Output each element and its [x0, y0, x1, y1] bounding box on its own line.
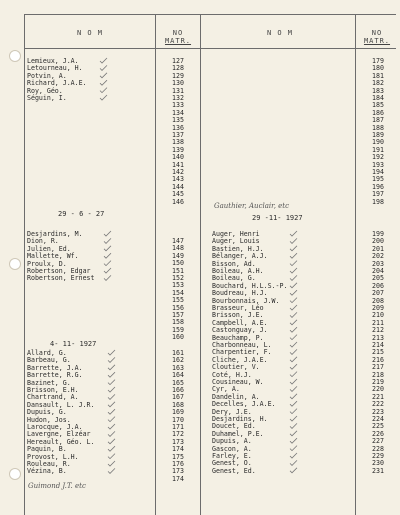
right-name-entry: Cloutier, V.	[212, 363, 260, 372]
left-matr-number: 131	[172, 86, 184, 95]
left-name-entry: Séguin, I.	[27, 94, 67, 102]
right-name-entry: Bastien, H.J.	[212, 244, 264, 253]
check-mark	[108, 365, 115, 370]
left-matr-number: 169	[172, 408, 184, 417]
check-mark	[290, 460, 297, 465]
check-mark	[290, 423, 297, 428]
check-mark	[290, 409, 297, 414]
check-mark	[290, 394, 297, 399]
handwritten-note: Guimond J.T. etc	[28, 482, 86, 490]
left-matr-number: 165	[172, 378, 184, 387]
right-name-entry: Genest, Ed.	[212, 466, 256, 475]
left-matr-number: 147	[172, 237, 184, 245]
check-mark	[290, 468, 297, 473]
right-matr-number: 191	[372, 145, 384, 154]
check-mark	[290, 364, 297, 369]
left-matr-number: 145	[172, 190, 184, 199]
left-matr-number: 137	[172, 131, 184, 139]
right-name-entry: Dery, J.E.	[212, 407, 252, 416]
left-name-entry: Hudon, Jos.	[27, 415, 71, 424]
right-name-entry: Castonguay, J.	[212, 326, 268, 335]
left-matr-number: 167	[172, 393, 184, 402]
left-name-entry: Hereault, Géo. L.	[27, 437, 95, 446]
check-mark	[108, 357, 115, 362]
right-name-entry: Brasseur, Léo	[212, 304, 264, 312]
left-matr-number: 166	[172, 386, 184, 394]
left-matr-number: 174	[172, 474, 184, 483]
right-matr-number: 185	[372, 101, 384, 110]
check-mark	[104, 275, 111, 280]
check-mark	[100, 58, 107, 63]
check-mark	[290, 349, 297, 354]
check-mark	[108, 402, 115, 407]
right-matr-number: 200	[372, 237, 384, 246]
right-matr-number: 183	[372, 86, 384, 95]
check-mark	[290, 327, 297, 332]
check-mark	[108, 468, 115, 473]
check-mark	[100, 95, 107, 100]
check-mark	[100, 73, 107, 78]
left-matr-number: 173	[172, 437, 184, 446]
left-matr-number: 159	[172, 325, 184, 334]
check-mark	[290, 290, 297, 295]
left-name-entry: Richard, J.A.E.	[27, 79, 87, 88]
left-matr-number: 133	[172, 101, 184, 110]
right-name-entry: Bourbonnais, J.W.	[212, 296, 280, 305]
check-mark	[108, 380, 115, 385]
check-mark	[290, 298, 297, 303]
check-mark	[108, 409, 115, 414]
left-name-entry: Lemieux, J.A.	[27, 57, 79, 65]
right-name-entry: Gascon, A.	[212, 444, 252, 453]
left-matr-number: 155	[172, 296, 184, 305]
left-name-entry: Vézina, B.	[27, 467, 67, 476]
right-name-entry: Boileau, A.H.	[212, 267, 264, 275]
right-name-entry: Auger, Louis	[212, 237, 260, 246]
left-matr-number: 130	[172, 79, 184, 88]
check-mark	[290, 453, 297, 458]
right-matr-number: 201	[372, 244, 384, 253]
right-matr-number: 203	[372, 259, 384, 268]
left-name-entry: Dansault, L. J.R.	[27, 400, 95, 409]
check-mark	[290, 386, 297, 391]
check-mark	[108, 439, 115, 444]
right-matr-number: 193	[372, 160, 384, 169]
left-name-entry: Julien, Ed.	[27, 244, 71, 253]
right-matr-number: 231	[372, 466, 384, 475]
right-matr-number: 222	[372, 400, 384, 409]
right-matr-number: 210	[372, 311, 384, 320]
header-nom-right: N O M	[266, 29, 294, 37]
left-name-entry: Dupuis, G.	[27, 408, 67, 417]
check-mark	[290, 253, 297, 258]
right-name-entry: Duhamel, P.E.	[212, 429, 264, 438]
check-mark	[104, 268, 111, 273]
left-matr-number: 150	[172, 259, 184, 268]
date-entry: 29 -11- 1927	[252, 214, 303, 222]
check-mark	[290, 261, 297, 266]
left-matr-number: 129	[172, 71, 184, 80]
right-matr-number: 216	[372, 355, 384, 364]
right-matr-number: 184	[372, 94, 384, 102]
check-mark	[108, 454, 115, 459]
right-matr-number: 208	[372, 296, 384, 305]
check-mark	[104, 238, 111, 243]
left-name-entry: Proulx, D.	[27, 259, 67, 268]
left-name-entry: Rouleau, R.	[27, 460, 71, 468]
check-mark	[108, 446, 115, 451]
right-matr-number: 217	[372, 363, 384, 372]
check-mark	[290, 283, 297, 288]
right-matr-number: 190	[372, 138, 384, 147]
check-mark	[104, 261, 111, 266]
check-mark	[108, 461, 115, 466]
left-name-entry: Roy, Géo.	[27, 86, 63, 95]
left-name-entry: Paquin, B.	[27, 445, 67, 454]
check-mark	[290, 416, 297, 421]
left-matr-number: 164	[172, 371, 184, 380]
left-matr-number: 153	[172, 281, 184, 290]
left-matr-number: 157	[172, 311, 184, 319]
right-name-entry: Brisson, J.E.	[212, 311, 264, 320]
date-entry: 29 - 6 - 27	[58, 210, 105, 218]
right-matr-number: 188	[372, 123, 384, 132]
left-matr-number: 170	[172, 415, 184, 424]
check-mark	[290, 335, 297, 340]
right-matr-number: 230	[372, 459, 384, 468]
left-matr-number: 146	[172, 197, 184, 206]
left-matr-number: 160	[172, 333, 184, 342]
left-matr-number: 132	[172, 94, 184, 102]
right-matr-number: 219	[372, 378, 384, 386]
right-matr-number: 198	[372, 197, 384, 206]
left-matr-number: 128	[172, 64, 184, 73]
header-nom-left: N O M	[76, 29, 104, 37]
check-mark	[290, 320, 297, 325]
right-name-entry: Charbonneau, L.	[212, 341, 272, 349]
left-matr-number: 148	[172, 244, 184, 253]
right-name-entry: Farley, E.	[212, 452, 252, 460]
right-matr-number: 227	[372, 437, 384, 446]
left-matr-number: 161	[172, 349, 184, 357]
right-name-entry: Coté, H.J.	[212, 370, 252, 379]
check-mark	[108, 372, 115, 377]
left-name-entry: Robertson, Edgar	[27, 267, 91, 275]
right-name-entry: Decelles, J.A.E.	[212, 400, 276, 409]
left-name-entry: Brisson, E.H.	[27, 386, 79, 394]
left-name-entry: Chartrand, A.	[27, 393, 79, 402]
check-mark	[290, 431, 297, 436]
check-mark	[290, 357, 297, 362]
left-matr-number: 163	[172, 363, 184, 372]
right-name-entry: Cyr, A.	[212, 385, 240, 394]
handwritten-note: Gauthier, Auclair, etc	[214, 202, 290, 210]
right-name-entry: Cousineau, W.	[212, 378, 264, 386]
check-mark	[104, 246, 111, 251]
left-name-entry: Dion, R.	[27, 237, 59, 246]
left-matr-number: 141	[172, 160, 184, 169]
check-mark	[108, 417, 115, 422]
right-name-entry: Boudreau, H.J.	[212, 289, 268, 298]
right-matr-number: 192	[372, 153, 384, 162]
left-matr-number: 174	[172, 445, 184, 454]
header-no-matr-right: NO MATR.	[363, 29, 391, 45]
header-no-matr-left: NO MATR.	[164, 29, 192, 45]
left-matr-number: 171	[172, 423, 184, 431]
right-matr-number: 218	[372, 370, 384, 379]
check-mark	[108, 431, 115, 436]
right-matr-number: 204	[372, 267, 384, 275]
left-matr-number: 143	[172, 175, 184, 184]
right-name-entry: Campbell, A.E.	[212, 318, 268, 327]
check-mark	[108, 394, 115, 399]
check-mark	[104, 231, 111, 236]
right-matr-number: 223	[372, 407, 384, 416]
check-mark	[290, 379, 297, 384]
right-name-entry: Auger, Henri	[212, 230, 260, 238]
left-matr-number: 151	[172, 266, 184, 275]
left-matr-number: 175	[172, 452, 184, 461]
left-name-entry: Mallette, Wf.	[27, 252, 79, 261]
right-name-entry: Bisson, Ad.	[212, 259, 256, 268]
check-mark	[290, 372, 297, 377]
left-matr-number: 127	[172, 57, 184, 65]
right-matr-number: 229	[372, 452, 384, 460]
right-matr-number: 189	[372, 131, 384, 139]
left-matr-number: 136	[172, 123, 184, 132]
left-name-entry: Barrette, R.G.	[27, 371, 83, 380]
right-matr-number: 207	[372, 289, 384, 298]
left-name-entry: Potvin, A.	[27, 71, 67, 80]
left-matr-number: 172	[172, 430, 184, 439]
right-matr-number: 214	[372, 341, 384, 349]
check-mark	[290, 231, 297, 236]
right-matr-number: 212	[372, 326, 384, 335]
check-mark	[290, 438, 297, 443]
right-matr-number: 181	[372, 71, 384, 80]
right-name-entry: Doucet, Ed.	[212, 422, 256, 431]
right-matr-number: 228	[372, 444, 384, 453]
check-mark	[108, 350, 115, 355]
right-matr-number: 194	[372, 168, 384, 176]
right-matr-number: 205	[372, 274, 384, 283]
right-matr-number: 224	[372, 415, 384, 423]
left-name-entry: Bazinet, G.	[27, 378, 71, 387]
check-mark	[290, 446, 297, 451]
check-mark	[290, 238, 297, 243]
check-mark	[290, 246, 297, 251]
check-mark	[290, 268, 297, 273]
check-mark	[100, 65, 107, 70]
right-name-entry: Charpentier, F.	[212, 348, 272, 357]
check-mark	[290, 342, 297, 347]
left-name-entry: Desjardins, M.	[27, 230, 83, 238]
check-mark	[100, 88, 107, 93]
left-name-entry: Letourneau, H.	[27, 64, 83, 73]
right-matr-number: 211	[372, 318, 384, 327]
right-name-entry: Dandelin, A.	[212, 392, 260, 401]
left-matr-number: 158	[172, 318, 184, 327]
right-matr-number: 225	[372, 422, 384, 431]
right-matr-number: 220	[372, 385, 384, 394]
right-name-entry: Desjardins, H.	[212, 415, 268, 423]
right-matr-number: 199	[372, 230, 384, 238]
left-matr-number: 173	[172, 467, 184, 476]
left-matr-number: 142	[172, 168, 184, 176]
left-name-entry: Larocque, J.A.	[27, 423, 83, 431]
left-matr-number: 134	[172, 108, 184, 117]
right-name-entry: Bélanger, A.J.	[212, 252, 268, 261]
right-name-entry: Beauchamp, P.	[212, 333, 264, 342]
left-matr-number: 152	[172, 274, 184, 282]
check-mark	[290, 275, 297, 280]
check-mark	[104, 253, 111, 258]
check-mark	[290, 401, 297, 406]
right-matr-number: 209	[372, 304, 384, 312]
left-name-entry: Robertson, Ernest	[27, 274, 95, 283]
check-mark	[108, 387, 115, 392]
right-matr-number: 195	[372, 175, 384, 184]
right-name-entry: Dupuis, A.	[212, 437, 252, 446]
left-matr-number: 140	[172, 153, 184, 162]
right-matr-number: 213	[372, 333, 384, 342]
check-mark	[290, 305, 297, 310]
right-matr-number: 202	[372, 252, 384, 261]
right-matr-number: 226	[372, 429, 384, 438]
left-name-entry: Lavergne, Elzéar	[27, 430, 91, 439]
left-matr-number: 135	[172, 116, 184, 125]
left-name-entry: Allard, G.	[27, 349, 67, 357]
right-matr-number: 187	[372, 116, 384, 125]
right-name-entry: Bouchard, H.L.S.-P.	[212, 281, 288, 290]
left-name-entry: Barbeau, G.	[27, 356, 71, 365]
check-mark	[100, 80, 107, 85]
left-matr-number: 139	[172, 145, 184, 154]
left-name-entry: Barrette, J.A.	[27, 363, 83, 372]
left-matr-number: 176	[172, 460, 184, 468]
right-matr-number: 196	[372, 182, 384, 191]
left-matr-number: 138	[172, 138, 184, 147]
right-matr-number: 197	[372, 190, 384, 199]
right-matr-number: 186	[372, 108, 384, 117]
right-matr-number: 180	[372, 64, 384, 73]
left-matr-number: 144	[172, 182, 184, 191]
right-matr-number: 221	[372, 392, 384, 401]
right-name-entry: Genest, O.	[212, 459, 252, 468]
left-matr-number: 156	[172, 303, 184, 312]
right-matr-number: 215	[372, 348, 384, 357]
right-matr-number: 182	[372, 79, 384, 88]
date-entry: 4- 11- 1927	[50, 340, 97, 348]
left-matr-number: 162	[172, 356, 184, 365]
left-name-entry: Provost, L.H.	[27, 452, 79, 461]
right-name-entry: Boileau, G.	[212, 274, 256, 283]
check-mark	[290, 312, 297, 317]
left-matr-number: 154	[172, 288, 184, 297]
left-matr-number: 149	[172, 251, 184, 260]
right-matr-number: 179	[372, 57, 384, 65]
check-mark	[108, 424, 115, 429]
right-matr-number: 206	[372, 281, 384, 290]
left-matr-number: 168	[172, 400, 184, 409]
right-name-entry: Cliche, J.A.E.	[212, 355, 268, 364]
